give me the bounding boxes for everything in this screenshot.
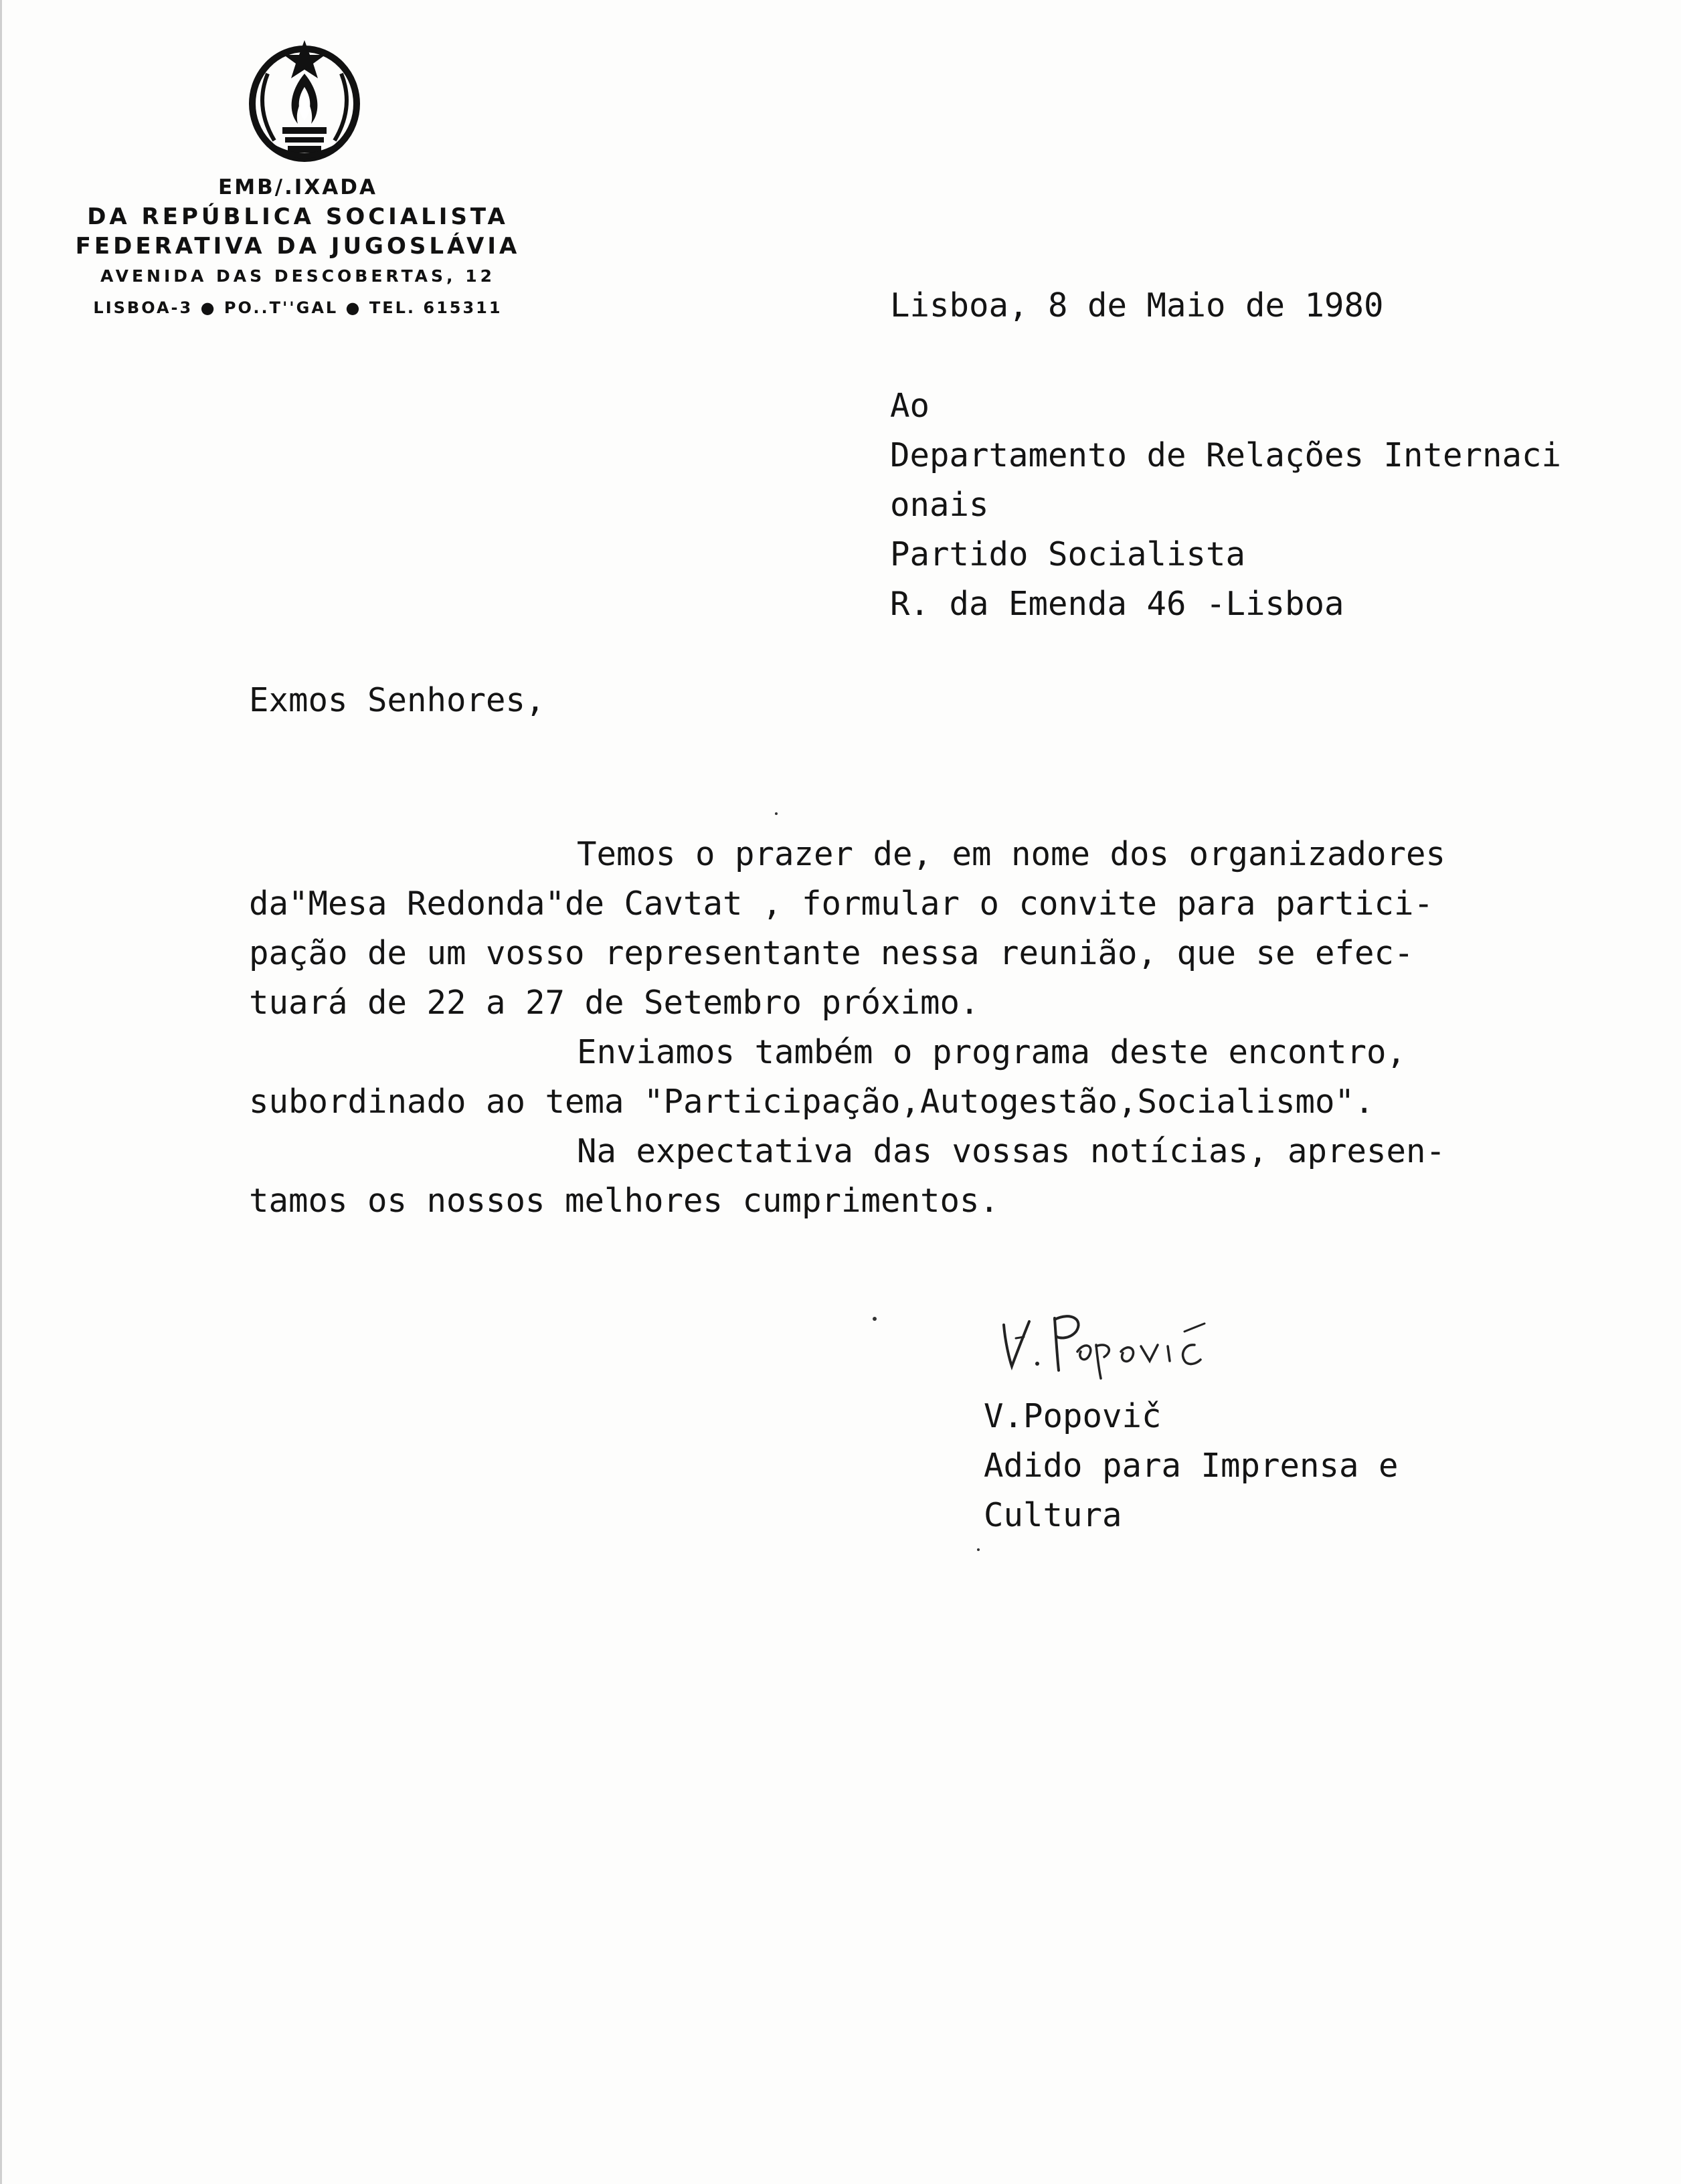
salutation: Exmos Senhores,	[249, 681, 545, 719]
body-line: Na expectativa das vossas notícias, apresen-	[577, 1132, 1446, 1170]
letterhead-federation: FEDERATIVA DA JUGOSLÁVIA	[75, 233, 521, 260]
body-line: subordinado ao tema "Participação,Autogestão,Socialismo".	[249, 1083, 1375, 1121]
signatory-title: Adido para Imprensa e	[984, 1447, 1399, 1485]
signatory-name: V.Popovič	[984, 1397, 1162, 1435]
body-line: da"Mesa Redonda"de Cavtat , formular o convite para partici-	[249, 885, 1434, 923]
recipient-line: Partido Socialista	[890, 535, 1246, 573]
recipient-line: Departamento de Relações Internaci	[890, 436, 1562, 474]
handwritten-signature	[997, 1305, 1265, 1392]
ink-speck	[977, 1548, 980, 1551]
body-line: Enviamos também o programa deste encontro,	[577, 1033, 1407, 1071]
coat-of-arms-emblem	[241, 33, 368, 167]
letterhead-republic: DA REPÚBLICA SOCIALISTA	[87, 203, 509, 230]
letterhead-embassy: EMB/.IXADA	[218, 175, 377, 199]
body-line: tamos os nossos melhores cumprimentos.	[249, 1182, 1000, 1220]
body-line: tuará de 22 a 27 de Setembro próximo.	[249, 984, 980, 1022]
letterhead-address: AVENIDA DAS DESCOBERTAS, 12	[100, 266, 496, 286]
letterhead-city-phone: LISBOA-3 ● PO..T''GAL ● TEL. 615311	[93, 298, 503, 317]
signatory-title: Cultura	[984, 1496, 1122, 1534]
date-line: Lisboa, 8 de Maio de 1980	[890, 286, 1384, 325]
recipient-line: onais	[890, 486, 989, 524]
ink-speck	[873, 1317, 877, 1321]
recipient-line: R. da Emenda 46 -Lisboa	[890, 585, 1344, 623]
recipient-line: Ao	[890, 387, 930, 425]
page-edge	[0, 0, 2, 2184]
body-line: pação de um vosso representante nessa reunião, que se efec-	[249, 934, 1414, 972]
body-line: Temos o prazer de, em nome dos organizadores	[577, 835, 1446, 873]
ink-speck	[775, 812, 778, 815]
